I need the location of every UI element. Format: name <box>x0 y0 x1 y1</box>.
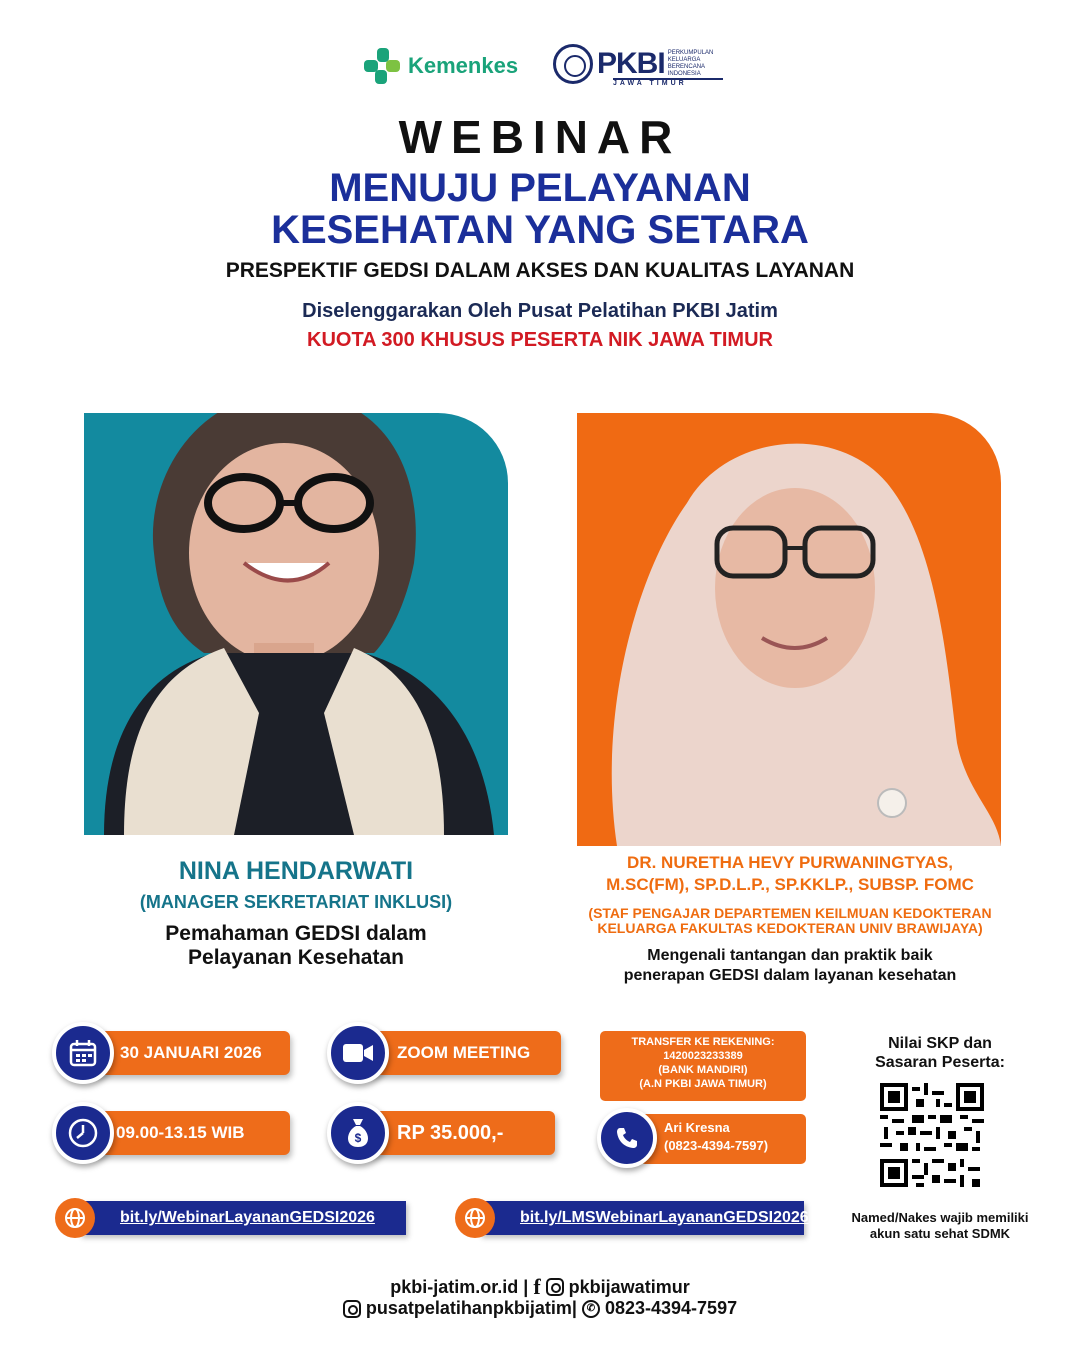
webinar-heading: WEBINAR <box>398 111 682 163</box>
kemenkes-logo-text: Kemenkes <box>408 53 519 78</box>
bank-account-holder: (A.N PKBI JAWA TIMUR) <box>639 1078 767 1090</box>
speaker-1-name: NINA HENDARWATI <box>178 857 414 885</box>
price-text: RP 35.000,- <box>397 1121 504 1144</box>
kemenkes-logo <box>362 44 542 88</box>
pkbi-logo-region: JAWA TIMUR <box>613 78 723 87</box>
platform-text: ZOOM MEETING <box>397 1043 531 1062</box>
time-text: 09.00-13.15 WIB <box>116 1123 245 1142</box>
speaker-1-topic-line-2: Pelayanan Kesehatan <box>188 946 404 969</box>
facebook-icon: f <box>533 1274 541 1299</box>
subtitle: PRESPEKTIF GEDSI DALAM AKSES DAN KUALITAS LAYANAN <box>225 259 855 282</box>
qr-note-line-1: Named/Nakes wajib memiliki <box>851 1210 1029 1225</box>
speaker-2-role-line-2: KELUARGA FAKULTAS KEDOKTERAN UNIV BRAWIJAYA) <box>597 920 983 936</box>
quota-text: KUOTA 300 KHUSUS PESERTA NIK JAWA TIMUR <box>307 329 773 351</box>
social-handle-1[interactable]: pkbijawatimur <box>568 1276 690 1297</box>
title-line-1: MENUJU PELAYANAN <box>329 166 751 210</box>
calendar-icon <box>52 1022 114 1084</box>
contact-box <box>640 1114 806 1164</box>
date-text: 30 JANUARI 2026 <box>120 1043 262 1062</box>
bank-name: (BANK MANDIRI) <box>658 1064 748 1076</box>
speaker-2-name <box>560 852 1020 896</box>
footer-phone[interactable]: 0823-4394-7597 <box>604 1298 738 1318</box>
speaker-2-topic <box>560 946 1020 986</box>
speaker-1-topic <box>84 922 508 970</box>
video-icon <box>327 1022 389 1084</box>
speaker-2-photo <box>577 413 1001 846</box>
clock-icon <box>52 1102 114 1164</box>
lms-link[interactable] <box>480 1201 809 1235</box>
bank-account-number: 1420023233389 <box>663 1050 743 1062</box>
speaker-1-photo <box>84 413 508 835</box>
pkbi-logo <box>553 40 728 88</box>
pkbi-logo-text: PKBI <box>597 47 665 80</box>
time-pill <box>90 1111 290 1155</box>
speaker-2-role-line-1: (STAF PENGAJAR DEPARTEMEN KEILMUAN KEDOKTERAN <box>588 905 992 921</box>
pkbi-logo-subtext: PERKUMPULAN KELUARGA BERENCANA INDONESIA <box>667 50 714 77</box>
social-handle-2[interactable]: pusatpelatihanpkbijatim| <box>365 1298 577 1318</box>
title-line-2: KESEHATAN YANG SETARA <box>271 208 809 252</box>
speaker-2-topic-line-2: penerapan GEDSI dalam layanan kesehatan <box>623 967 957 984</box>
phone-icon <box>597 1108 657 1168</box>
instagram-icon <box>546 1278 564 1296</box>
qr-note <box>810 1210 1070 1242</box>
money-bag-icon <box>327 1102 389 1164</box>
contact-name: Ari Kresna <box>664 1120 730 1135</box>
footer-line-1 <box>0 1274 1080 1300</box>
platform-pill <box>365 1031 561 1075</box>
footer-separator: | <box>523 1276 529 1297</box>
skp-label <box>840 1034 1040 1072</box>
qr-code[interactable] <box>880 1083 984 1187</box>
lms-link-text[interactable]: bit.ly/LMSWebinarLayananGEDSI2026 <box>520 1209 809 1226</box>
whatsapp-icon: ✆ <box>582 1300 600 1318</box>
globe-icon <box>455 1198 495 1238</box>
bank-transfer-box <box>600 1031 806 1101</box>
organizer-text: Diselenggarakan Oleh Pusat Pelatihan PKBI Jatim <box>302 300 778 322</box>
speaker-2-topic-line-1: Mengenali tantangan dan praktik baik <box>647 947 933 964</box>
footer-line-2 <box>0 1298 1080 1319</box>
globe-icon <box>55 1198 95 1238</box>
instagram-icon <box>343 1300 361 1318</box>
contact-phone: (0823-4394-7597) <box>664 1138 769 1153</box>
registration-link-text[interactable]: bit.ly/WebinarLayananGEDSI2026 <box>120 1209 375 1226</box>
price-pill <box>365 1111 555 1155</box>
date-pill <box>90 1031 290 1075</box>
speaker-2-name-line-2: M.SC(FM), SP.D.L.P., SP.KKLP., SUBSP. FOMC <box>606 875 974 894</box>
skp-label-line-1: Nilai SKP dan <box>888 1035 992 1052</box>
registration-link[interactable] <box>80 1201 406 1235</box>
speaker-2-role <box>540 906 1040 936</box>
qr-note-line-2: akun satu sehat SDMK <box>869 1226 1011 1241</box>
skp-label-line-2: Sasaran Peserta: <box>875 1054 1005 1071</box>
speaker-2-name-line-1: DR. NURETHA HEVY PURWANINGTYAS, <box>627 853 953 872</box>
speaker-1-role: (MANAGER SEKRETARIAT INKLUSI) <box>139 892 453 912</box>
website-link[interactable]: pkbi-jatim.or.id <box>390 1276 519 1297</box>
pkbi-seal-logo <box>553 44 593 84</box>
speaker-1-topic-line-1: Pemahaman GEDSI dalam <box>165 922 427 945</box>
bank-line-1: TRANSFER KE REKENING: <box>631 1036 775 1048</box>
kemenkes-logo-mark <box>362 46 402 86</box>
svg-text:$: $ <box>354 1131 362 1145</box>
